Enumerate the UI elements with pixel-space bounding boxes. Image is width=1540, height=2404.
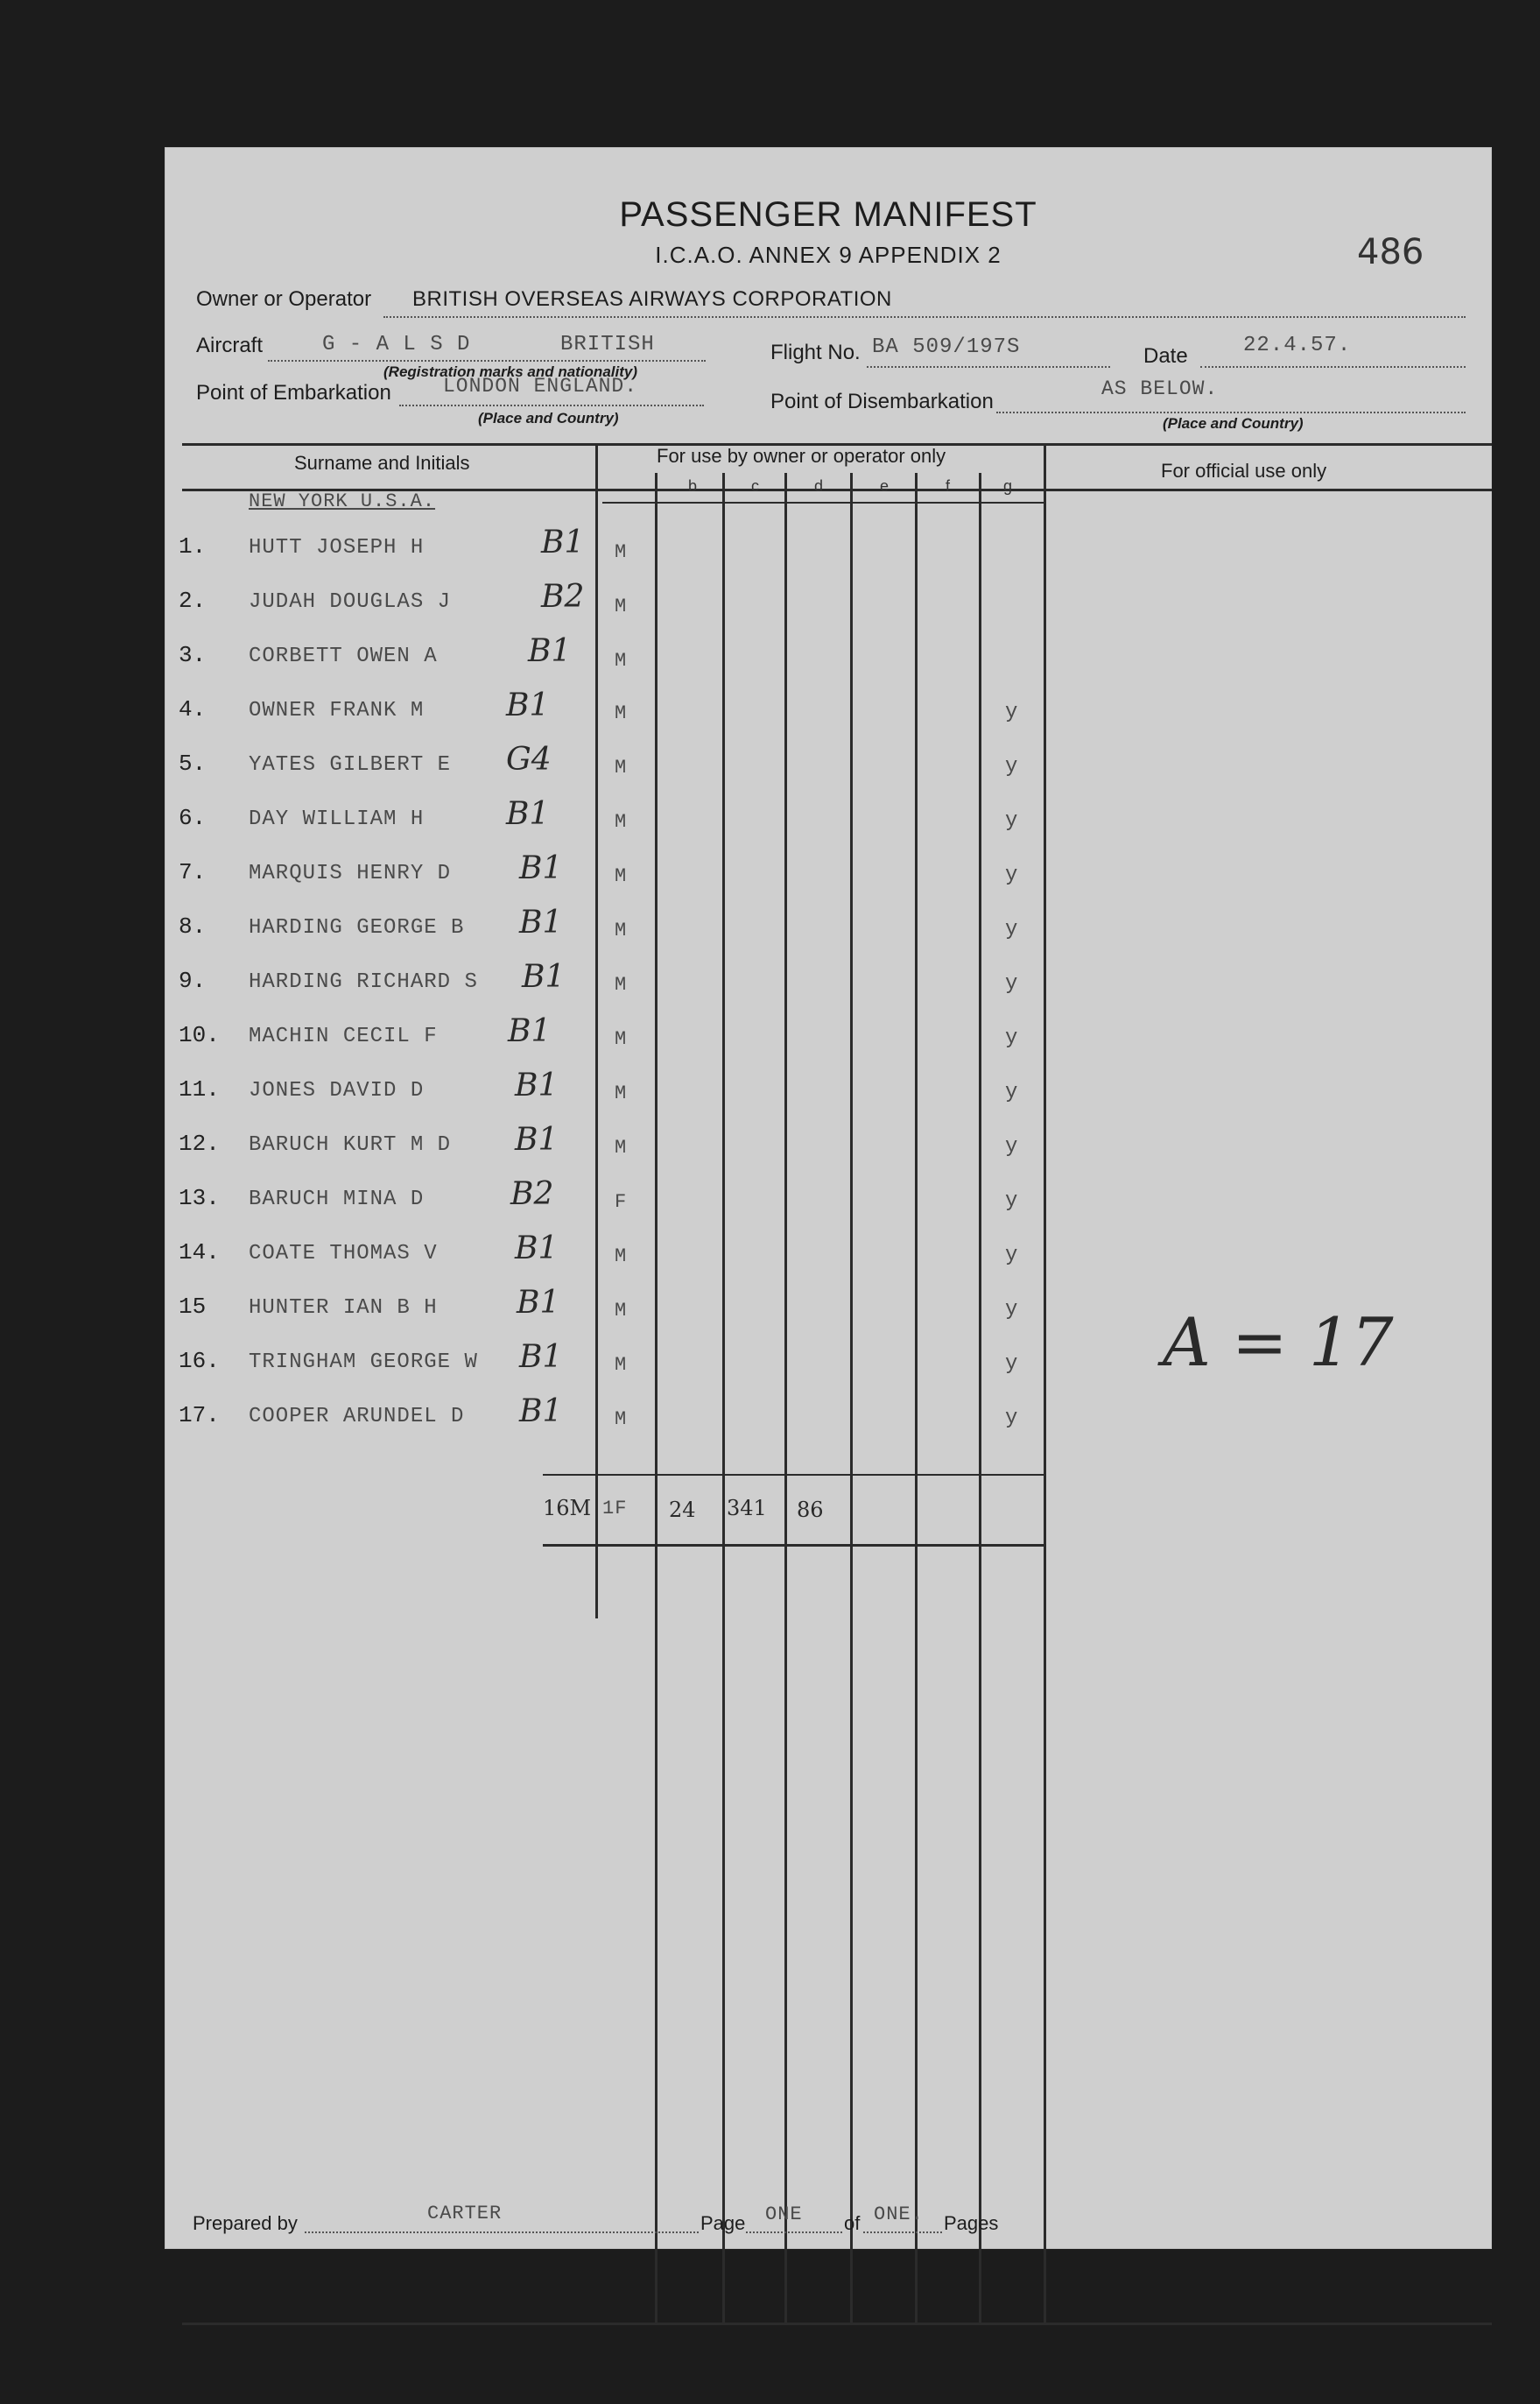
passenger-sex: M [615, 811, 628, 833]
passenger-class: B1 [519, 850, 563, 886]
aircraft-nationality: BRITISH [560, 333, 655, 356]
passenger-flag: y [1005, 1298, 1019, 1322]
disembarkation-dotline [996, 412, 1466, 413]
passenger-name: HARDING RICHARD S [249, 970, 478, 994]
row-number: 17. [179, 1402, 220, 1428]
passenger-name: BARUCH KURT M D [249, 1133, 452, 1157]
passenger-flag: y [1005, 972, 1019, 996]
manifest-sheet [165, 147, 1492, 2249]
col-divider-2 [655, 473, 657, 2323]
totals-top-rule [543, 1474, 1044, 1476]
row-number: 14. [179, 1239, 220, 1265]
embarkation-value: LONDON ENGLAND. [443, 375, 638, 398]
passenger-sex: M [615, 920, 628, 941]
col-divider-8 [1044, 443, 1046, 2323]
embarkation-label: Point of Embarkation [196, 381, 391, 405]
page-label: Page [700, 2212, 746, 2234]
passenger-name: MACHIN CECIL F [249, 1025, 438, 1048]
passenger-sex: M [615, 541, 628, 563]
row-number: 15 [179, 1294, 207, 1320]
passenger-flag: y [1005, 755, 1019, 779]
row-number: 12. [179, 1131, 220, 1157]
disembarkation-note: (Place and Country) [1163, 415, 1304, 432]
date-value: 22.4.57. [1243, 334, 1352, 357]
passenger-sex: M [615, 1300, 628, 1322]
subcol-e: e [880, 477, 890, 495]
passenger-class: B1 [517, 1285, 560, 1321]
page-number: 486 [1357, 232, 1424, 272]
aircraft-note: (Registration marks and nationality) [383, 363, 637, 380]
passenger-flag: y [1005, 809, 1019, 833]
col-official-header: For official use only [1161, 460, 1327, 482]
passenger-sex: M [615, 757, 628, 779]
row-number: 10. [179, 1022, 220, 1048]
passenger-name: COATE THOMAS V [249, 1242, 438, 1265]
passenger-sex: M [615, 974, 628, 996]
page-value: ONE [765, 2203, 803, 2225]
date-label: Date [1143, 344, 1188, 368]
total-c: 24 [669, 1498, 696, 1522]
total-male: 16M [543, 1496, 592, 1520]
subcol-c: c [751, 477, 759, 495]
passenger-name: BARUCH MINA D [249, 1188, 425, 1211]
col-divider-1 [595, 443, 598, 1618]
passenger-flag: y [1005, 1244, 1019, 1267]
passenger-class: B1 [519, 1339, 563, 1375]
row-number: 16. [179, 1348, 220, 1374]
prepared-dotline [305, 2231, 699, 2233]
passenger-flag: y [1005, 1189, 1019, 1213]
passenger-name: JONES DAVID D [249, 1079, 425, 1103]
passenger-name: DAY WILLIAM H [249, 807, 425, 831]
row-number: 4. [179, 696, 207, 723]
row-number: 9. [179, 968, 207, 994]
official-note: A = 17 [1163, 1303, 1394, 1381]
passenger-sex: M [615, 702, 628, 724]
passenger-name: TRINGHAM GEORGE W [249, 1350, 478, 1374]
row-number: 6. [179, 805, 207, 831]
passenger-class: B1 [508, 1013, 552, 1049]
passenger-flag: y [1005, 918, 1019, 941]
flight-label: Flight No. [770, 341, 861, 364]
passenger-name: HUTT JOSEPH H [249, 536, 425, 560]
passenger-sex: M [615, 650, 628, 672]
passenger-name: MARQUIS HENRY D [249, 862, 452, 885]
passenger-sex: M [615, 1082, 628, 1104]
passenger-sex: M [615, 1408, 628, 1430]
subcol-b: b [688, 477, 698, 495]
subcol-g: g [1003, 477, 1013, 495]
prepared-label: Prepared by [193, 2212, 298, 2234]
passenger-sex: M [615, 865, 628, 887]
pages-label: Pages [944, 2212, 999, 2234]
row-number: 5. [179, 751, 207, 777]
passenger-sex: F [615, 1191, 628, 1213]
passenger-class: B1 [541, 525, 585, 560]
row-number: 2. [179, 588, 207, 614]
total-d: 341 [727, 1496, 767, 1520]
passenger-flag: y [1005, 1026, 1019, 1050]
passenger-name: OWNER FRANK M [249, 699, 425, 723]
passenger-name: HARDING GEORGE B [249, 916, 465, 940]
col-surname-header: Surname and Initials [294, 452, 470, 474]
passenger-flag: y [1005, 1352, 1019, 1376]
disembarkation-label: Point of Disembarkation [770, 390, 994, 413]
page-subtitle: I.C.A.O. ANNEX 9 APPENDIX 2 [655, 242, 1002, 268]
passenger-name: CORBETT OWEN A [249, 645, 438, 668]
date-dotline [1200, 366, 1466, 368]
flight-number: BA 509/197S [872, 335, 1021, 359]
passenger-class: B1 [519, 1393, 563, 1429]
passenger-sex: M [615, 1354, 628, 1376]
of-dotline [863, 2231, 942, 2233]
footer-rule [182, 2323, 1492, 2325]
subcol-f: f [946, 477, 951, 495]
passenger-class: B1 [506, 687, 550, 723]
passenger-flag: y [1005, 1406, 1019, 1430]
passenger-class: B1 [528, 633, 572, 669]
passenger-class: B1 [515, 1068, 559, 1103]
col-owner-header: For use by owner or operator only [657, 445, 946, 467]
passenger-class: B2 [510, 1176, 554, 1212]
of-value: ONE. [874, 2203, 924, 2225]
owner-dotline [383, 316, 1466, 318]
row-number: 8. [179, 913, 207, 940]
passenger-class: B1 [515, 1122, 559, 1158]
passenger-class: G4 [506, 742, 552, 778]
passenger-name: JUDAH DOUGLAS J [249, 590, 452, 614]
total-e: 86 [797, 1498, 824, 1522]
passenger-flag: y [1005, 701, 1019, 724]
col-divider-4 [784, 473, 787, 2323]
subcol-d: d [814, 477, 824, 495]
page-title: PASSENGER MANIFEST [619, 195, 1037, 234]
passenger-name: COOPER ARUNDEL D [249, 1405, 465, 1428]
passenger-class: B1 [519, 905, 563, 941]
row-number: 1. [179, 533, 207, 560]
passenger-class: B1 [506, 796, 550, 832]
aircraft-registration: G - A L S D [322, 333, 471, 356]
owner-value: BRITISH OVERSEAS AIRWAYS CORPORATION [412, 287, 892, 311]
page-dotline [746, 2231, 842, 2233]
col-divider-6 [915, 473, 918, 2323]
total-female: 1F [602, 1498, 628, 1519]
row-number: 3. [179, 642, 207, 668]
totals-bottom-rule [543, 1544, 1044, 1547]
row-number: 7. [179, 859, 207, 885]
col-divider-7 [979, 473, 981, 2323]
passenger-sex: M [615, 1245, 628, 1267]
passenger-flag: y [1005, 864, 1019, 887]
of-label: of [844, 2212, 861, 2234]
passenger-class: B1 [522, 959, 566, 995]
disembarkation-value: AS BELOW. [1101, 377, 1219, 400]
col-divider-5 [850, 473, 853, 2323]
aircraft-dotline [268, 360, 706, 362]
passenger-name: HUNTER IAN B H [249, 1296, 438, 1320]
embarkation-note: (Place and Country) [478, 410, 619, 427]
row-number: 13. [179, 1185, 220, 1211]
passenger-flag: y [1005, 1135, 1019, 1159]
owner-label: Owner or Operator [196, 287, 372, 311]
passenger-sex: M [615, 1028, 628, 1050]
passenger-class: B1 [515, 1230, 559, 1266]
aircraft-label: Aircraft [196, 334, 264, 357]
passenger-sex: M [615, 1137, 628, 1159]
passenger-sex: M [615, 596, 628, 617]
row-number: 11. [179, 1076, 220, 1103]
passenger-flag: y [1005, 1081, 1019, 1104]
flight-dotline [867, 366, 1110, 368]
col-divider-3 [722, 473, 725, 2323]
passenger-name: YATES GILBERT E [249, 753, 452, 777]
destination: NEW YORK U.S.A. [249, 490, 436, 512]
passenger-class: B2 [541, 579, 585, 615]
embarkation-dotline [399, 405, 704, 406]
prepared-value: CARTER [427, 2203, 503, 2224]
